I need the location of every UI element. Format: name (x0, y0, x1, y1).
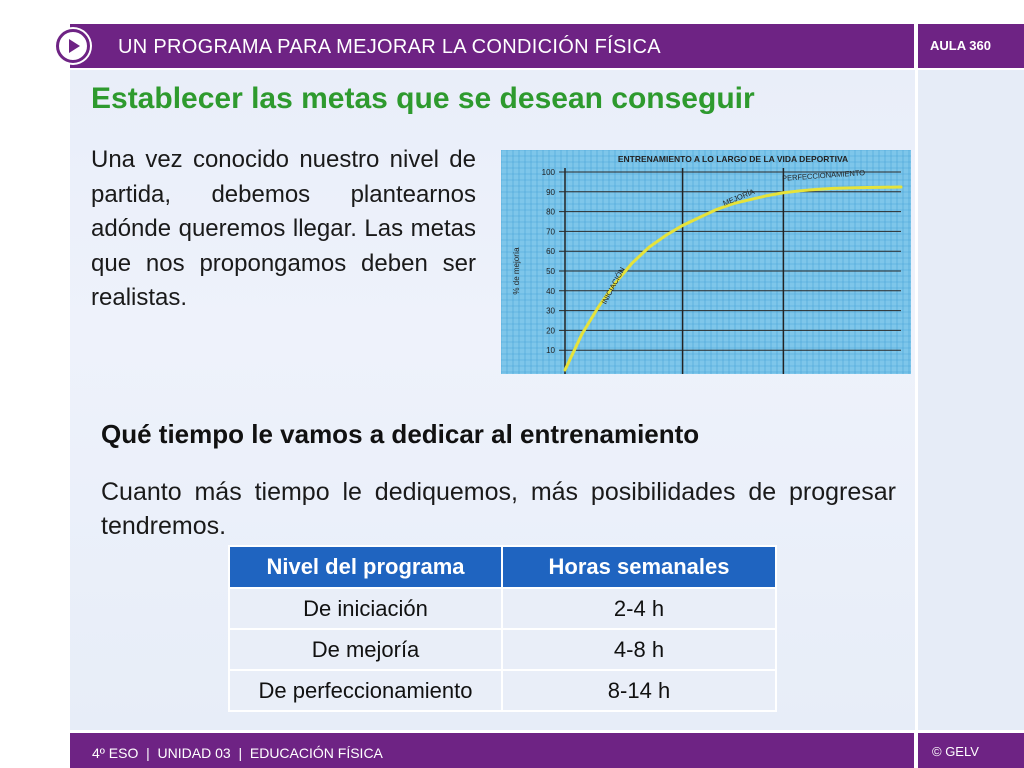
chart-background (501, 150, 911, 374)
table-cell-level: De mejoría (229, 629, 502, 670)
chart-annotation: INICIACIÓN (599, 265, 627, 306)
footer-course-info: 4º ESO | UNIDAD 03 | EDUCACIÓN FÍSICA (92, 745, 383, 761)
left-margin (0, 0, 70, 768)
table-header-hours: Horas semanales (502, 546, 776, 588)
table-cell-level: De iniciación (229, 588, 502, 629)
chart-y-tick-label: 30 (546, 306, 555, 316)
training-chart (501, 150, 911, 374)
chart-annotation: PERFECCIONAMIENTO (781, 168, 866, 183)
aula-label: AULA 360 (930, 38, 991, 53)
table-header-row (229, 546, 776, 588)
chart-y-tick-label: 70 (546, 227, 555, 237)
chart-annotation: MEJORÍA (721, 186, 756, 208)
chart-svg (501, 150, 911, 374)
hours-table (228, 545, 777, 712)
chart-title: ENTRENAMIENTO A LO LARGO DE LA VIDA DEPORTIVA (617, 154, 849, 164)
table-cell-hours: 8-14 h (502, 670, 776, 711)
chart-y-tick-label: 80 (546, 207, 555, 217)
subsection-title: Qué tiempo le vamos a dedicar al entrenamiento (101, 419, 700, 449)
intro-paragraph: Una vez conocido nuestro nivel de partida, debemos plantearnos adónde queremos llegar. Las metas que nos propongamos deben ser realistas. (91, 146, 476, 311)
section-title: Establecer las metas que se desean conseguir (91, 82, 755, 115)
chart-y-tick-label: 10 (546, 346, 555, 356)
chart-y-tick-label: 50 (546, 267, 555, 276)
side-panel (918, 70, 1024, 730)
chart-y-tick-label: 20 (546, 326, 555, 336)
chart-y-axis-label: % de mejoría (512, 247, 521, 295)
table-row (229, 670, 776, 711)
table-row (229, 588, 776, 629)
page-header-title: UN PROGRAMA PARA MEJORAR LA CONDICIÓN FÍSICA (118, 36, 661, 58)
chart-y-tick-label: 40 (546, 286, 555, 296)
play-icon[interactable] (56, 29, 90, 63)
table-header-level: Nivel del programa (229, 546, 502, 588)
table-row (229, 629, 776, 670)
table-cell-level: De perfeccionamiento (229, 670, 502, 711)
subsection-paragraph: Cuanto más tiempo le dediquemos, más posibilidades de progresar tendremos. (101, 478, 896, 540)
table-cell-hours: 4-8 h (502, 629, 776, 670)
table-cell-hours: 2-4 h (502, 588, 776, 629)
chart-y-tick-label: 60 (546, 247, 555, 257)
chart-y-tick-label: 90 (546, 187, 555, 197)
footer-copyright: © GELV (932, 744, 979, 759)
chart-y-tick-label: 100 (541, 168, 555, 177)
